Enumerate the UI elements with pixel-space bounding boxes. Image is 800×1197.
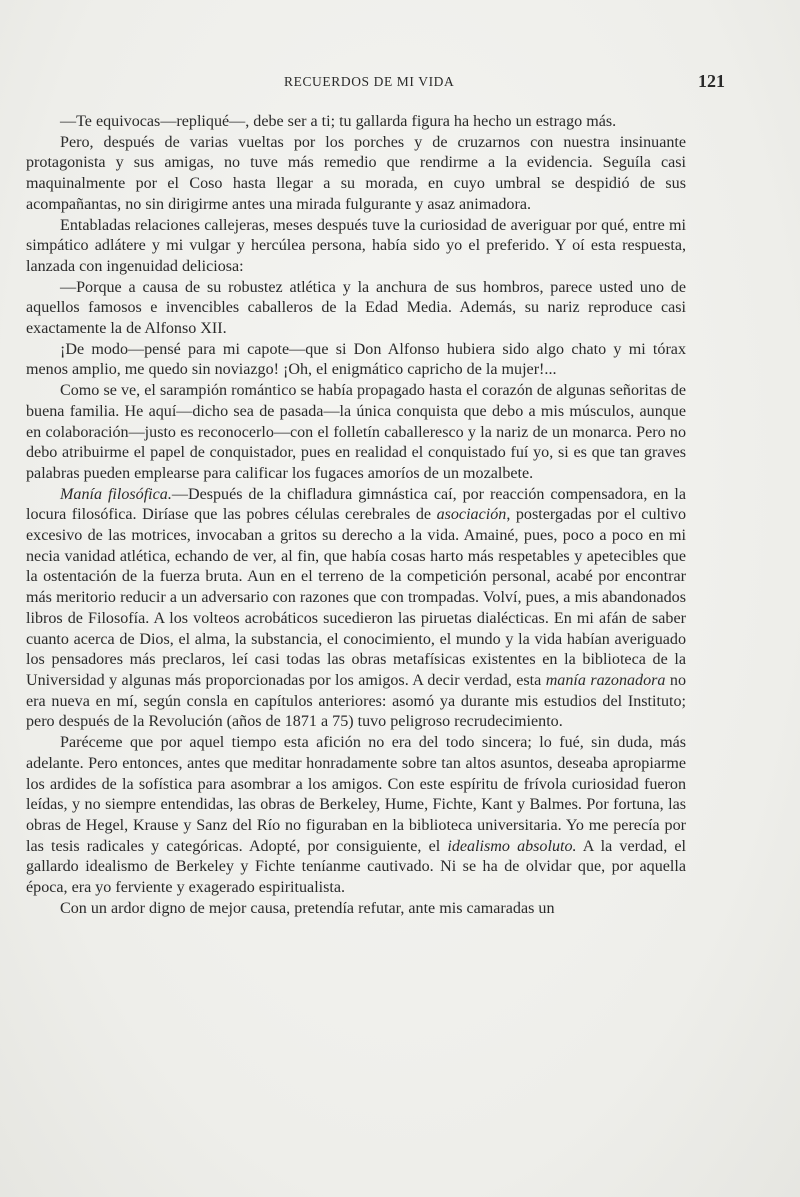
paragraph-4 xyxy=(26,278,686,340)
section-heading-mania-filosofica: Manía filosófica. xyxy=(60,485,172,503)
paragraph-text: A la verdad, el gallardo idealismo de Berkeley y Fichte teníanme cautivado. Ni se ha de olvidar que, por aquella época, era yo ferviente y exagerado espiritualista. xyxy=(26,837,686,897)
italic-term: manía razonadora xyxy=(545,671,666,689)
running-title: RECUERDOS DE MI VIDA xyxy=(284,74,455,89)
page-number: 121 xyxy=(698,71,725,91)
paragraph-3 xyxy=(26,216,686,278)
paragraph-7 xyxy=(26,485,686,733)
paragraph-text: no era nueva en mí, según consla en capítulos anteriores: asomó ya durante mis estudios del Instituto; pero después de la Revolución (años de 1871 a 75) tuvo peligroso recrudecimiento. xyxy=(26,671,686,731)
paragraph-text: —Porque a causa de su robustez atlética y la anchura de sus hombros, parece usted uno de aquellos famosos e invencibles caballeros de la Edad Media. Además, su nariz reproduce casi exactamente la de Alfonso XII. xyxy=(26,278,686,338)
italic-term: asociación xyxy=(436,506,507,524)
paragraph-text: —Después de la chifladura gimnástica caí, por reacción compensadora, en la locura filosófica. Diríase que las pobres células cerebrales de xyxy=(26,485,686,524)
paragraph-5 xyxy=(26,340,686,381)
paragraph-9 xyxy=(26,899,686,920)
paragraph-8 xyxy=(26,733,686,899)
paragraph-text: Con un ardor digno de mejor causa, pretendía refutar, ante mis camaradas un xyxy=(60,899,555,917)
paragraph-text: —Te equivocas—repliqué—, debe ser a ti; tu gallarda figura ha hecho un estrago más. xyxy=(60,113,617,130)
paragraph-2 xyxy=(26,133,686,216)
paragraph-1 xyxy=(26,112,686,133)
paragraph-text: Como se ve, el sarampión romántico se había propagado hasta el corazón de algunas señoritas de buena familia. He aquí—dicho sea de pasada—la única conquista que debo a mis músculos, aunque en colaboración—justo es reconocerlo—con el folletín caballeresco y la nariz de un monarca. Pero no debo atribuirme el papel de conquistador, pues en realidad el conquistado fuí yo, si es que tan graves palabras pueden emplearse para calificar los fugaces amoríos de un mozalbete. xyxy=(26,382,686,482)
paragraph-text: Entabladas relaciones callejeras, meses después tuve la curiosidad de averiguar por qué, entre mi simpático adlátere y mi vulgar y hercúlea persona, había sido yo el preferido. Y oí esta respuesta, lanzada con ingenuidad deliciosa: xyxy=(26,216,686,275)
page-header xyxy=(26,0,725,112)
paragraph-text: , postergadas por el cultivo excesivo de las motrices, invocaban a gritos su derecho a la vida. Amainé, pues, poco a poco en mi necia vanidad atlética, echando de ver, al fin, que había cosas harto más respetables y apetecibles que la ostentación de la fuerza bruta. Aun en el terreno de la competición personal, acabé por encontrar más meritorio reducir a un adversario con razones que con trompadas. Volví, pues, a mis abandonados libros de Filosofía. A los volteos acrobáticos sucedieron las piruetas dialécticas. En mi afán de saber cuanto acerca de Dios, el alma, la substancia, el conocimiento, el mundo y la vida habían averiguado los pensadores más preclaros, leí casi todas las obras metafísicas existentes en la biblioteca de la Universidad y algunas más proporcionadas por los amigos. A decir verdad, esta xyxy=(26,506,686,689)
paragraph-text: ¡De modo—pensé para mi capote—que si Don Alfonso hubiera sido algo chato y mi tórax menos amplio, me quedo sin noviazgo! ¡Oh, el enigmático capricho de la mujer!... xyxy=(26,340,686,379)
paragraph-6 xyxy=(26,381,686,485)
paragraph-text: Paréceme que por aquel tiempo esta afición no era del todo sincera; lo fué, sin duda, más adelante. Pero entonces, antes que meditar honradamente sobre tan altos asuntos, deseaba apropiarme los ardides de la sofística para asombrar a los amigos. Con este espíritu de frívola curiosidad fueron leídas, y no siempre entendidas, las obras de Berkeley, Hume, Fichte, Kant y Balmes. Por fortuna, las obras de Hegel, Krause y Sanz del Río no figuraban en la biblioteca universitaria. Yo me perecía por las tesis radicales y categóricas. Adopté, por consiguiente, el xyxy=(26,734,686,855)
paragraph-text: Pero, después de varias vueltas por los porches y de cruzarnos con nuestra insinuante protagonista y sus amigas, no tuve más remedio que rendirme a la evidencia. Seguíla casi maquinalmente por el Coso hasta llegar a su morada, en cuyo umbral se despidió de sus acompañantas, no sin dirigirme antes una mirada fulgurante y asaz animadora. xyxy=(26,133,686,213)
body-text xyxy=(26,112,686,919)
italic-term: idealismo absoluto. xyxy=(447,837,577,855)
